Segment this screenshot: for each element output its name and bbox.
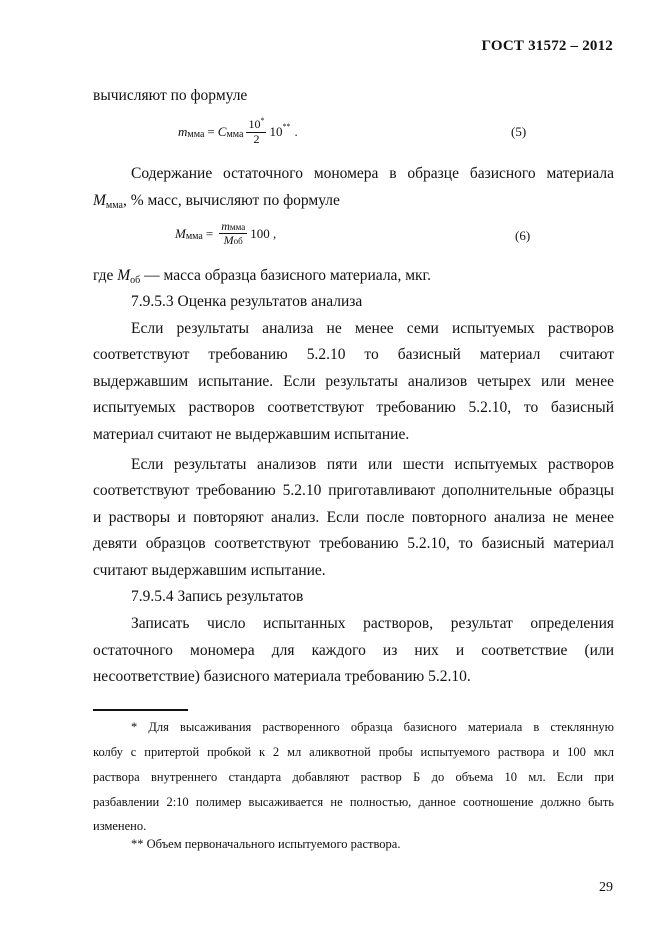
text-line: считают выдержавшим испытание. [93,562,326,579]
formula-superscript: ** [282,122,291,131]
formula-symbol: M [175,225,186,241]
formula-factor: 10 [269,123,283,139]
fraction-denominator: 2 [253,132,260,146]
text-line: Mмма, % масс, вычисляют по формуле [93,192,340,211]
text-line: соответствуют требованию 5.2.10 то базисный материал считают [93,346,614,363]
text-line: девяти образцов соответствуют требованию 5.2.10, то базисный материал [93,535,614,552]
text-line: и растворы и повторяют анализ. Если после повторного анализа не менее [93,509,614,526]
text-line: Содержание остаточного мономера в образце базисного материала [131,165,614,182]
formula-subscript: мма [185,231,203,242]
formula-fraction [219,220,247,247]
text-line: где Mоб — масса образца базисного материала, мкг. [93,267,432,286]
text-line: несоответствие) базисного материала требованию 5.2.10. [93,668,471,685]
document-header: ГОСТ 31572 – 2012 [481,38,613,54]
footnote-divider [93,709,188,711]
formula-symbol: C [217,123,227,139]
footnote-line: ** Объем первоначального испытуемого раствора. [131,837,401,851]
text-line: соответствуют требованию 5.2.10 приготавливают дополнительные образцы [93,482,614,499]
formula-5 [178,118,298,145]
formula-symbol: m [178,123,188,139]
footnote-line: раствора внутреннего стандарта добавляют раствор Б до объема 10 мл. Если при [93,770,614,784]
text-line: Если результаты анализов пяти или шести испытуемых растворов [131,456,614,473]
page-number: 29 [599,880,613,895]
text-line: вычисляют по формуле [93,87,248,104]
footnote-line: колбу с притертой пробкой к 2 мл аликвотной пробы испытуемого раствора и 100 мкл [93,745,614,759]
equation-number: (6) [515,228,531,243]
text-line: выдержавшим испытание. Если результаты анализов четырех или менее [93,373,614,390]
footnote-line: разбавлении 2:10 полимер высаживается не полностью, данное соотношение должно быть [93,795,614,809]
formula-subscript: мма [226,129,244,140]
text-line: остаточного мономера для каждого из них и соответствие (или [93,642,614,659]
formula-6 [175,220,276,247]
formula-equals: = [205,225,214,241]
fraction-numerator: 10* [248,116,265,131]
text-line: Записать число испытанных растворов, результат определения [131,615,614,632]
equation-number: (5) [511,124,527,139]
formula-fraction [246,118,266,145]
section-heading: 7.9.5.4 Запись результатов [131,588,304,605]
fraction-numerator: mмма [221,219,246,233]
formula-factor: 100 , [250,225,277,241]
formula-equals: = [207,123,215,139]
text-line: испытуемых растворов соответствуют требованию 5.2.10, то базисный [93,399,614,416]
section-heading: 7.9.5.3 Оценка результатов анализа [131,293,363,310]
footnote-line: изменено. [93,819,147,833]
formula-end: . [294,123,298,139]
footnote-line: * Для высаживания растворенного образца базисного материала в стеклянную [131,720,614,734]
text-line: Если результаты анализа не менее семи испытуемых растворов [131,320,614,337]
text-line: материал считают не выдержавшим испытание. [93,426,410,443]
fraction-denominator: Mоб [223,233,243,247]
formula-subscript: мма [187,129,205,140]
